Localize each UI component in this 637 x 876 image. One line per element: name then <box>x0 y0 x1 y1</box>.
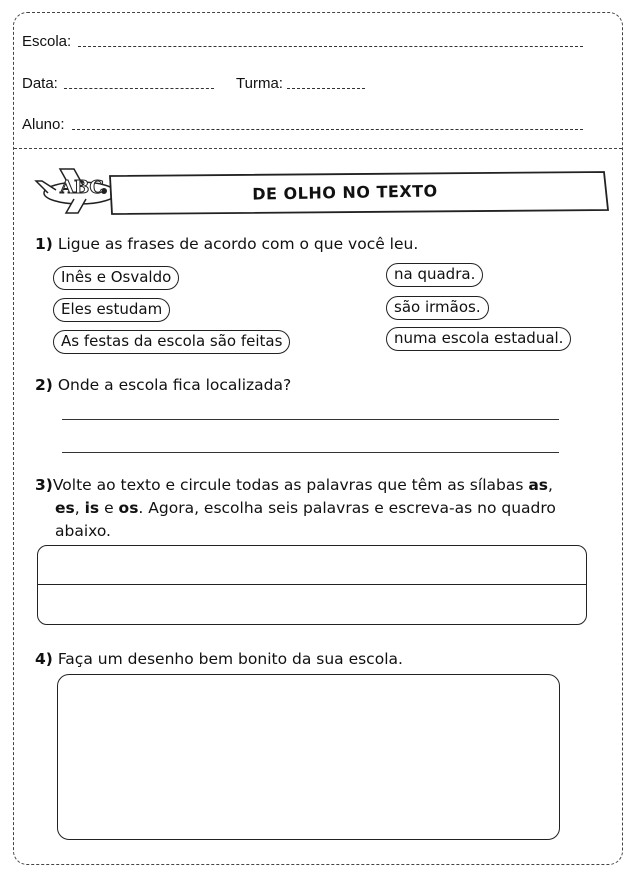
question-2-text: Onde a escola fica localizada? <box>57 376 292 394</box>
question-3-text-mid: . Agora, escolha seis palavras e escreva-as no quadro <box>138 499 556 517</box>
question-2-number: 2) <box>35 376 53 394</box>
question-2 <box>35 374 291 397</box>
page-title: DE OLHO NO TEXTO <box>252 181 438 204</box>
header-divider <box>14 148 622 149</box>
right-item-3[interactable]: numa escola estadual. <box>386 327 571 351</box>
syllable-is: is <box>84 499 100 517</box>
right-item-2[interactable]: são irmãos. <box>386 296 489 320</box>
question-3-line-3: abaixo. <box>55 522 111 540</box>
question-3-text-start: Volte ao texto e circule todas as palavras que têm as sílabas <box>52 476 529 494</box>
question-4-text: Faça um desenho bem bonito da sua escola. <box>57 650 403 668</box>
student-label: Aluno: <box>22 116 65 133</box>
word-box-divider <box>38 584 586 585</box>
syllable-as: as <box>528 476 549 494</box>
syllable-os: os <box>118 499 139 517</box>
comma-1: , <box>548 476 553 494</box>
question-4-number: 4) <box>35 650 53 668</box>
question-3-line-1 <box>35 474 595 497</box>
question-3 <box>35 474 595 543</box>
plane-letters: ABC <box>60 177 104 198</box>
date-field[interactable] <box>64 88 214 89</box>
left-item-3[interactable]: As festas da escola são feitas <box>53 330 290 354</box>
right-item-1[interactable]: na quadra. <box>386 263 483 287</box>
question-1 <box>35 233 418 256</box>
question-4 <box>35 648 403 671</box>
class-field[interactable] <box>287 88 365 89</box>
conjunction-e: e <box>99 499 119 517</box>
question-1-text: Ligue as frases de acordo com o que você leu. <box>57 235 419 253</box>
school-field[interactable] <box>78 46 583 47</box>
comma-2: , <box>74 499 85 517</box>
syllable-es: es <box>55 499 75 517</box>
class-label: Turma: <box>236 75 283 92</box>
date-label: Data: <box>22 75 58 92</box>
left-item-2[interactable]: Eles estudam <box>53 298 170 322</box>
question-3-line-2 <box>35 497 595 520</box>
drawing-box[interactable] <box>57 674 560 840</box>
answer-line-2[interactable] <box>62 452 559 453</box>
answer-line-1[interactable] <box>62 419 559 420</box>
student-field[interactable] <box>72 129 583 130</box>
question-3-number: 3) <box>35 476 53 494</box>
question-1-number: 1) <box>35 235 53 253</box>
left-item-1[interactable]: Inês e Osvaldo <box>53 266 179 290</box>
word-writing-box[interactable] <box>37 545 587 625</box>
school-label: Escola: <box>22 33 72 50</box>
